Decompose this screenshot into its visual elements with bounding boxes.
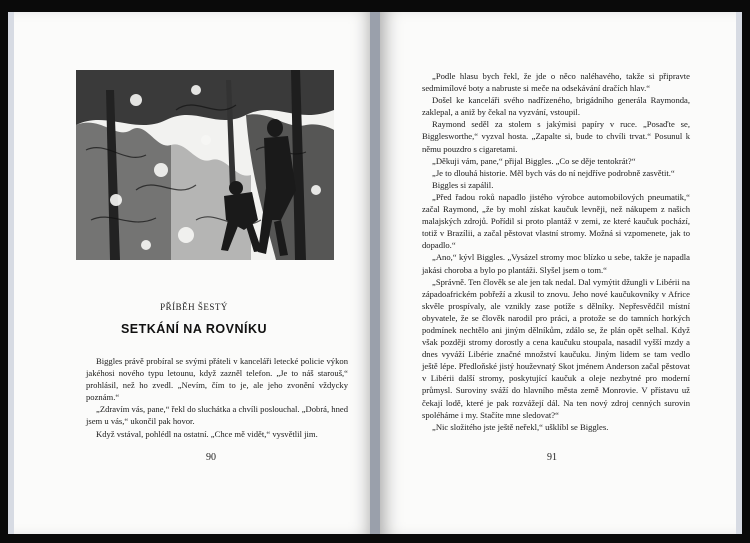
paragraph: Biggles právě probíral se svými přáteli v kanceláři letecké policie výkon jakéhosi nového typu letounu, když zazněl telefon. „Je to náš starouš,“ prohlásil, než ho zvedl. „Nevím, čím to je, ale jeho zvonění vždycky poznám.“ (86, 356, 348, 403)
chapter-title: SETKÁNÍ NA ROVNÍKU (120, 322, 268, 336)
paragraph: Když vstával, pohlédl na ostatní. „Chce mě vidět,“ vysvětlil jim. (96, 428, 318, 439)
paragraph: „Před řadou roků napadlo jistého výrobce automobilových pneumatik,“ začal Raymond, „že by mohl získat kaučuk levněji, než nákupem z našich malajských zdrojů. Pořídil si proto plantáž v zemi, ze které kaučuk pochází, totiž v Brazílii, a začal pěstovat vlastní stromy. Možná si vzpomenete, jak to dopadlo.“ (422, 191, 690, 251)
left-page (14, 12, 374, 534)
jungle-illustration (76, 70, 334, 260)
book-spread (8, 12, 742, 534)
paragraph: „Podle hlasu bych řekl, že jde o něco naléhavého, takže si připravte sedmimílové boty a nabruste si meče na odsekávání dračích hlav.“ (422, 71, 690, 94)
paragraph: „Děkuji vám, pane,“ přijal Biggles. „Co se děje tentokrát?“ (432, 155, 636, 166)
right-page (380, 12, 736, 534)
paragraph: „Ano,“ kývl Biggles. „Vysázel stromy moc blízko u sebe, takže je napadla jakási choroba a bylo po plantáži. Slyšel jsem o tom.“ (422, 252, 690, 275)
left-page-text (86, 355, 348, 440)
right-page-text (422, 70, 690, 433)
paragraph: Biggles si zapálil. (432, 179, 494, 190)
page-number: 90 (206, 452, 216, 463)
paragraph: „Nic složitého jste ještě neřekl,“ ušklíbl se Biggles. (432, 421, 609, 432)
paragraph: „Správně. Ten člověk se ale jen tak nedal. Dal vymýtit džungli v Libérii na západoafrickém pobřeží a zkusil to znovu. Jeho nové kaučukovníky v Africe skvěle prospívaly, ale vznikly zase potíže s dělníky. Nepřesvědčil místní obyvatele, že se člověk narodil pro práci, a protože se do tamních horkých podmínek nechtělo ani jiným dělníkům, zdálo se, že plán opět selhal. Když však později stromy dorostly a cena kaučuku stoupala, nasadil vyšší mzdy a dnes vyváží Libérie značné množství kaučuku. Jiným lidem se tam vedlo ještě lépe. Předloňské jistý houževnatý Skot jménem Anderson začal pěstovat v Libérii další stromy, poskytující kaučuk a oleje nezbytné pro moderní průmysl. Suroviny sváží do hlavního města země Monrovie. V přístavu už čekají lodě, které je pak rozvážejí dál. Na ten nový zdroj cenných surovin spoléháme i my. Stačíte mne sledovat?“ (422, 276, 690, 420)
paragraph: „Zdravím vás, pane,“ řekl do sluchátka a chvíli poslouchal. „Dobrá, hned jsem u vás,“ ukončil pak hovor. (86, 404, 348, 427)
paragraph: „Je to dlouhá historie. Měl bych vás do ní nejdříve podrobně zasvětit.“ (432, 167, 675, 178)
paragraph: Došel ke kanceláři svého nadřízeného, brigádního generála Raymonda, zaklepal, a aniž by čekal na vyzvání, vstoupil. (422, 95, 690, 118)
chapter-label: PŘÍBĚH ŠESTÝ (160, 302, 228, 312)
paragraph: Raymond seděl za stolem s jakýmisi papíry v ruce. „Posaďte se, Bigglesworthe,“ vyzval hosta. „Zapalte si, bude to chvíli trvat.“ Posunul k němu pouzdro s cigaretami. (422, 119, 690, 154)
page-number: 91 (547, 452, 557, 463)
